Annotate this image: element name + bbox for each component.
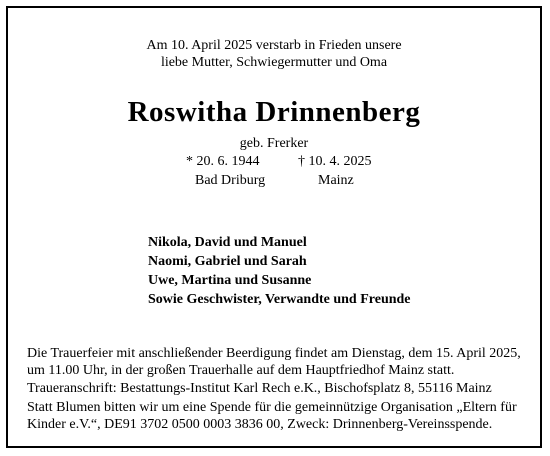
death-date: † 10. 4. 2025: [298, 154, 372, 169]
mourner-line: Sowie Geschwister, Verwandte und Freunde: [148, 292, 411, 307]
donation-line-2: Kinder e.V.“, DE91 3702 0500 0003 3836 00, Zweck: Drinnenberg-Vereinsspende.: [27, 417, 493, 432]
maiden-name: geb. Frerker: [239, 136, 309, 151]
obituary-notice: [6, 6, 542, 448]
death-place: Mainz: [318, 173, 354, 188]
intro-line-2: liebe Mutter, Schwiegermutter und Oma: [160, 55, 388, 70]
donation-line-1: Statt Blumen bitten wir um eine Spende für die gemeinnützige Organisation „Eltern für: [27, 400, 517, 415]
mourning-address: Traueranschrift: Bestattungs-Institut Karl Rech e.K., Bischofsplatz 8, 55116 Mainz: [27, 381, 492, 396]
birth-place: Bad Driburg: [195, 173, 266, 188]
deceased-name: Roswitha Drinnenberg: [127, 96, 421, 128]
birth-date: * 20. 6. 1944: [186, 154, 260, 169]
intro-line-1: Am 10. April 2025 verstarb in Frieden unsere: [146, 38, 402, 53]
mourner-line: Nikola, David und Manuel: [148, 235, 307, 250]
mourner-line: Naomi, Gabriel und Sarah: [148, 254, 307, 269]
funeral-info-line-2: um 11.00 Uhr, in der großen Trauerhalle auf dem Hauptfriedhof Mainz statt.: [27, 363, 455, 378]
mourner-line: Uwe, Martina und Susanne: [148, 273, 312, 288]
funeral-info-line-1: Die Trauerfeier mit anschließender Beerdigung findet am Dienstag, dem 15. April 2025,: [27, 346, 521, 361]
